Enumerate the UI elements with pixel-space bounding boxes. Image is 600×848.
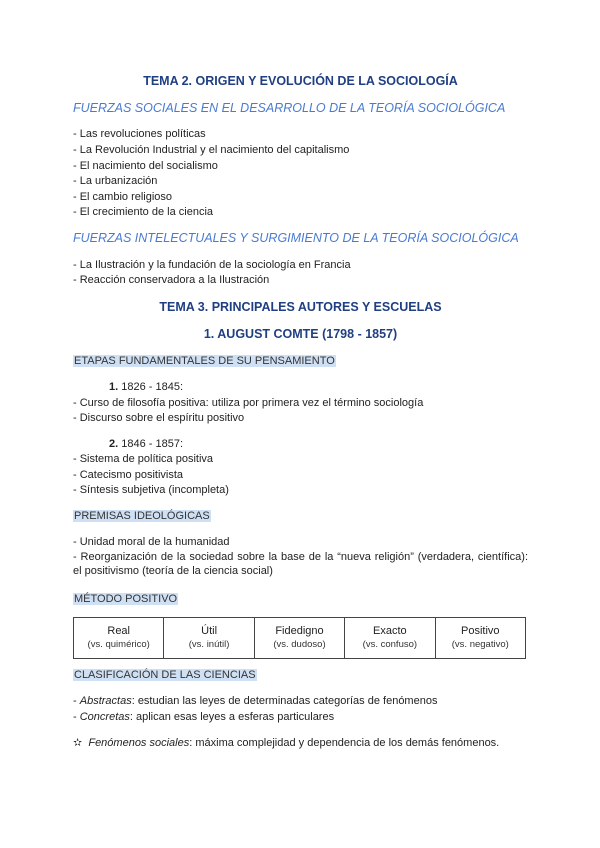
author-title: 1. AUGUST COMTE (1798 - 1857): [203, 327, 398, 341]
etapas-heading: [73, 354, 336, 368]
cell-label: Útil: [201, 625, 218, 637]
cell-label: Positivo: [461, 625, 500, 637]
abstractas-text: : estudian las leyes de determinadas categorías de fenómenos: [131, 695, 438, 707]
metodo-heading-text: MÉTODO POSITIVO: [74, 593, 178, 605]
list-item: - La Ilustración y la fundación de la sociología en Francia: [73, 259, 351, 271]
cell-contrast: (vs. dudoso): [273, 639, 326, 650]
list-item: - Catecismo positivista: [73, 469, 184, 481]
stage-1-range: 1826 - 1845:: [118, 381, 184, 393]
stage-2-label: [109, 437, 183, 451]
stage-1-label: [109, 380, 183, 394]
list-item: - Sistema de política positiva: [73, 453, 214, 465]
cell-label: Fidedigno: [275, 625, 324, 637]
stage-1-number: 1.: [109, 381, 119, 393]
premisas-heading-text: PREMISAS IDEOLÓGICAS: [74, 510, 210, 522]
cell-contrast: (vs. inútil): [188, 639, 230, 650]
cell-contrast: (vs. confuso): [362, 639, 418, 650]
list-item: - Curso de filosofía positiva: utiliza por primera vez el término sociología: [73, 397, 424, 409]
fenomenos-text: : máxima complejidad y dependencia de los demás fenómenos.: [189, 737, 500, 749]
social-forces-heading: FUERZAS SOCIALES EN EL DESARROLLO DE LA TEORÍA SOCIOLÓGICA: [73, 101, 506, 115]
table-row: [74, 618, 526, 659]
clasificacion-heading: [73, 668, 257, 682]
clasificacion-heading-text: CLASIFICACIÓN DE LAS CIENCIAS: [74, 669, 256, 681]
fenomenos-term: Fenómenos sociales: [88, 737, 190, 749]
metodo-heading: [73, 592, 178, 606]
method-cell-fidedigno: [254, 618, 344, 659]
list-item: - Síntesis subjetiva (incompleta): [73, 484, 229, 496]
list-item: - El cambio religioso: [73, 191, 173, 203]
concretas-term: Concretas: [79, 711, 130, 723]
method-table: [73, 617, 526, 659]
list-item: - El nacimiento del socialismo: [73, 160, 218, 172]
cell-label: Real: [107, 625, 130, 637]
etapas-heading-text: ETAPAS FUNDAMENTALES DE SU PENSAMIENTO: [74, 355, 335, 367]
intellectual-forces-heading: FUERZAS INTELECTUALES Y SURGIMIENTO DE LA TEORÍA SOCIOLÓGICA: [73, 231, 519, 245]
abstractas-term: Abstractas: [79, 695, 132, 707]
stage-2-number: 2.: [109, 438, 119, 450]
list-item: - Las revoluciones políticas: [73, 128, 206, 140]
cell-contrast: (vs. quimérico): [87, 639, 150, 650]
method-cell-exacto: [345, 618, 435, 659]
list-item: - Discurso sobre el espíritu positivo: [73, 412, 245, 424]
tema2-title: TEMA 2. ORIGEN Y EVOLUCIÓN DE LA SOCIOLOGÍA: [143, 74, 458, 88]
tema3-title: TEMA 3. PRINCIPALES AUTORES Y ESCUELAS: [159, 300, 442, 314]
list-item-abstractas: - Abstractas: estudian las leyes de determinadas categorías de fenómenos: [73, 695, 438, 707]
stage-2-range: 1846 - 1857:: [118, 438, 184, 450]
cell-contrast: (vs. negativo): [451, 639, 509, 650]
list-item: - Reorganización de la sociedad sobre la base de la “nueva religión” (verdadera, científica): el positivismo (teoría de la ciencia social): [73, 551, 528, 577]
list-item: - La Revolución Industrial y el nacimiento del capitalismo: [73, 144, 350, 156]
list-item: - Reacción conservadora a la Ilustración: [73, 274, 270, 286]
cell-label: Exacto: [373, 625, 407, 637]
star-icon: ✫: [73, 737, 83, 749]
premisas-heading: [73, 509, 211, 523]
method-cell-real: [74, 618, 164, 659]
list-item: - El crecimiento de la ciencia: [73, 206, 214, 218]
list-item-concretas: - Concretas: aplican esas leyes a esferas particulares: [73, 711, 335, 723]
fenomenos-sociales-note: [73, 736, 528, 750]
list-item: - La urbanización: [73, 175, 158, 187]
method-cell-positivo: [435, 618, 525, 659]
concretas-text: : aplican esas leyes a esferas particulares: [129, 711, 335, 723]
list-item: - Unidad moral de la humanidad: [73, 536, 230, 548]
method-cell-util: [164, 618, 254, 659]
